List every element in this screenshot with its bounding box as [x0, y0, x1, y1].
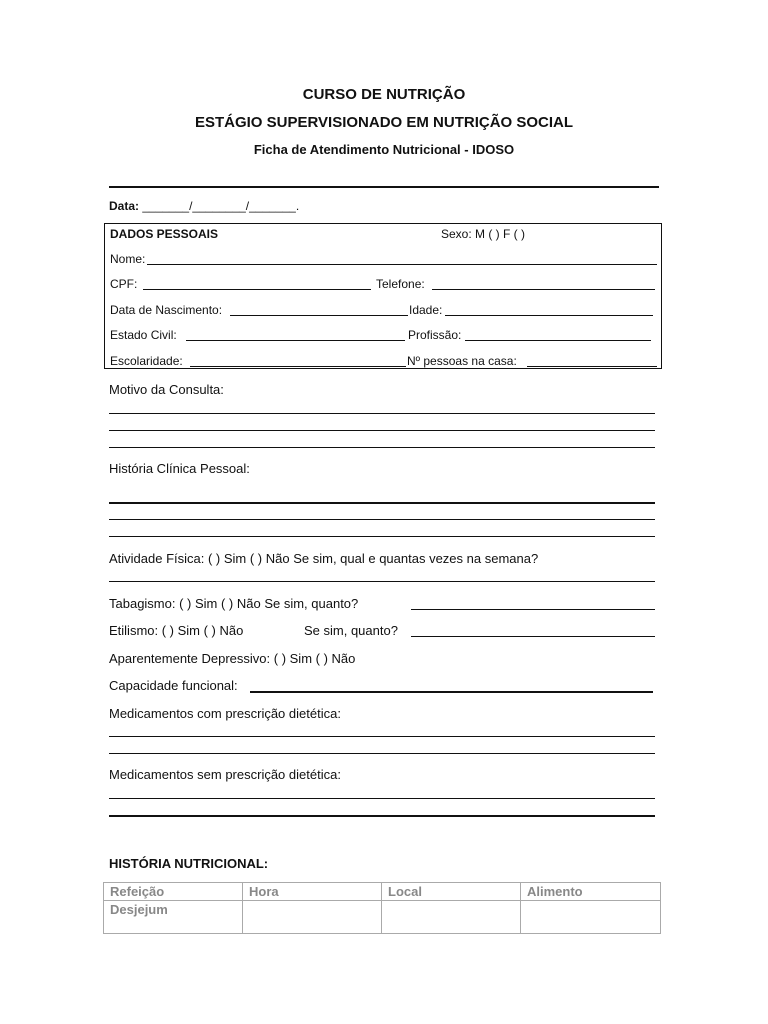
med-sem-line[interactable]: [109, 798, 655, 799]
med-com-line[interactable]: [109, 753, 655, 754]
course-title: CURSO DE NUTRIÇÃO: [302, 86, 466, 103]
schooling-label: Escolaridade:: [110, 354, 183, 368]
historia-clinica-line[interactable]: [109, 536, 655, 537]
civil-field[interactable]: [186, 340, 405, 341]
personal-section-title: DADOS PESSOAIS: [110, 227, 219, 241]
phone-label: Telefone:: [376, 277, 425, 291]
historia-clinica-line[interactable]: [109, 519, 655, 520]
column-header-alimento: Alimento: [521, 883, 661, 901]
name-field[interactable]: [147, 264, 657, 265]
table-cell-alimento[interactable]: [521, 901, 661, 934]
depressivo-question: Aparentemente Depressivo: ( ) Sim ( ) Não: [109, 651, 356, 666]
motivo-line[interactable]: [109, 413, 655, 414]
civil-label: Estado Civil:: [110, 328, 177, 342]
date-field[interactable]: _______/________/_______.: [142, 199, 300, 213]
phone-field[interactable]: [432, 289, 655, 290]
motivo-line[interactable]: [109, 430, 655, 431]
column-header-hora: Hora: [243, 883, 382, 901]
historia-clinica-label: História Clínica Pessoal:: [109, 461, 250, 476]
tabagismo-question: Tabagismo: ( ) Sim ( ) Não Se sim, quanto?: [109, 596, 359, 611]
schooling-field[interactable]: [190, 366, 406, 367]
atividade-question: Atividade Física: ( ) Sim ( ) Não Se sim, qual e quantas vezes na semana?: [109, 551, 539, 566]
date-label: Data:: [109, 199, 140, 213]
capacidade-field[interactable]: [250, 691, 653, 693]
form-title: Ficha de Atendimento Nutricional - IDOSO: [253, 142, 515, 157]
age-label: Idade:: [409, 303, 443, 317]
med-sem-line[interactable]: [109, 815, 655, 817]
sex-field[interactable]: Sexo: M ( ) F ( ): [441, 227, 525, 241]
column-header-refeicao: Refeição: [104, 883, 243, 901]
table-cell-local[interactable]: [382, 901, 521, 934]
table-cell-refeicao: Desjejum: [104, 901, 243, 934]
tabagismo-field[interactable]: [411, 609, 655, 610]
etilismo-followup: Se sim, quanto?: [304, 623, 398, 638]
program-title: ESTÁGIO SUPERVISIONADO EM NUTRIÇÃO SOCIAL: [194, 114, 574, 131]
profession-label: Profissão:: [408, 328, 462, 342]
capacidade-label: Capacidade funcional:: [109, 678, 238, 693]
motivo-label: Motivo da Consulta:: [109, 382, 224, 397]
personal-data-box: [104, 223, 662, 369]
nutritional-history-table: [103, 882, 661, 934]
birth-label: Data de Nascimento:: [110, 303, 223, 317]
table-cell-hora[interactable]: [243, 901, 382, 934]
profession-field[interactable]: [465, 340, 651, 341]
age-field[interactable]: [445, 315, 653, 316]
med-com-line[interactable]: [109, 736, 655, 737]
column-header-local: Local: [382, 883, 521, 901]
birth-field[interactable]: [230, 315, 408, 316]
med-sem-label: Medicamentos sem prescrição dietética:: [109, 767, 341, 782]
etilismo-field[interactable]: [411, 636, 655, 637]
motivo-line[interactable]: [109, 447, 655, 448]
historia-clinica-line[interactable]: [109, 502, 655, 504]
atividade-line[interactable]: [109, 581, 655, 582]
nutritional-history-title: HISTÓRIA NUTRICIONAL:: [109, 856, 269, 871]
cpf-field[interactable]: [143, 289, 371, 290]
household-label: Nº pessoas na casa:: [407, 354, 517, 368]
table-row: [104, 901, 661, 934]
name-label: Nome:: [110, 252, 146, 266]
cpf-label: CPF:: [110, 277, 138, 291]
etilismo-question: Etilismo: ( ) Sim ( ) Não: [109, 623, 244, 638]
date-row: [109, 199, 299, 213]
med-com-label: Medicamentos com prescrição dietética:: [109, 706, 341, 721]
household-field[interactable]: [527, 366, 657, 367]
header-divider: [109, 186, 659, 188]
table-header-row: [104, 883, 661, 901]
